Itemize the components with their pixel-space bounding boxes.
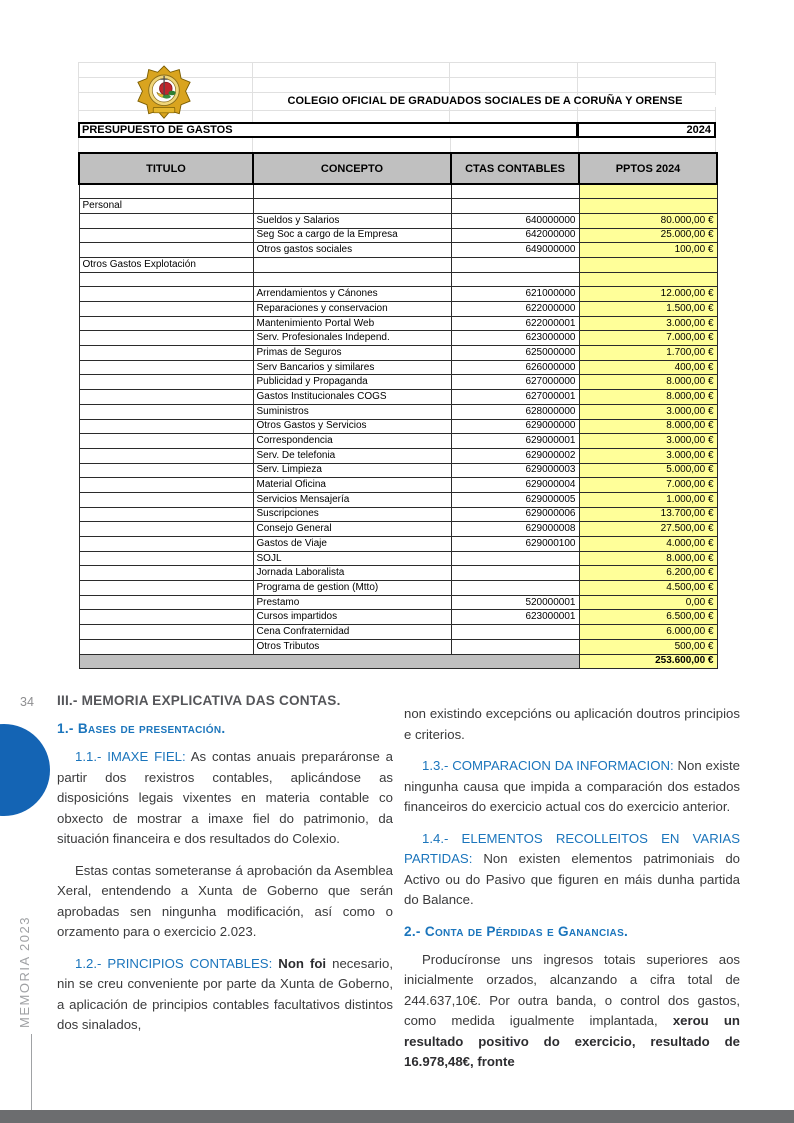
left-text-column [57,693,393,1036]
column-header-titulo: TITULO [79,153,253,184]
cell-concepto: Reparaciones y conservacion [253,302,451,317]
cell-pptos: 6.200,00 € [579,566,717,581]
cell-titulo [79,346,253,361]
paragraph [57,861,393,943]
cell-titulo [79,610,253,625]
cell-concepto: Primas de Seguros [253,346,451,361]
cell-cta: 621000000 [451,287,579,302]
cell-titulo [79,287,253,302]
cell-titulo [79,302,253,317]
cell-cta: 623000001 [451,610,579,625]
colegio-emblem-icon [137,65,191,126]
table-row [79,492,717,507]
cell-pptos: 3.000,00 € [579,316,717,331]
cell-pptos: 1.000,00 € [579,492,717,507]
cell-pptos: 8.000,00 € [579,419,717,434]
cell-titulo [79,551,253,566]
cell-concepto [253,257,451,272]
cell-pptos: 400,00 € [579,360,717,375]
table-row [79,331,717,346]
cell-cta [451,581,579,596]
memoria-heading: III.- MEMORIA EXPLICATIVA DAS CONTAS. [57,693,341,708]
text-segment: Non existen elementos patrimoniais do Activo ou do Pasivo que figuren en máis dunha partida do Balance. [404,851,740,907]
table-row [79,581,717,596]
right-text-column [404,693,740,1073]
text-segment: necesario, nin se creu conveniente por parte da Xunta de Goberno, a aplicación de principios contables facultativos distintos dos sinalados, [57,955,393,1032]
table-row [79,213,717,228]
cell-cta: 622000001 [451,316,579,331]
cell-pptos [579,184,717,199]
budget-rows [79,184,717,654]
cell-titulo [79,184,253,199]
cell-cta [451,184,579,199]
section-heading: 1.- Bases de presentación. [57,721,226,736]
table-row [79,272,717,287]
text-segment: xerou un resultado positivo do exercicio, resultado de 16.978,48€, fronte [404,1013,740,1069]
cell-concepto: Otros Tributos [253,639,451,654]
cell-concepto: Gastos Institucionales COGS [253,390,451,405]
cell-concepto: Cursos impartidos [253,610,451,625]
cell-pptos: 1.700,00 € [579,346,717,361]
cell-titulo [79,331,253,346]
paragraph [404,950,740,1073]
table-row [79,316,717,331]
cell-cta [451,551,579,566]
cell-titulo [79,639,253,654]
table-row [79,287,717,302]
table-row [79,390,717,405]
cell-cta [451,566,579,581]
cell-titulo [79,581,253,596]
table-row [79,228,717,243]
table-row [79,257,717,272]
table-row [79,434,717,449]
table-row [79,625,717,640]
doc-title: PRESUPUESTO DE GASTOS [78,122,578,138]
cell-titulo [79,566,253,581]
table-row [79,375,717,390]
cell-titulo [79,419,253,434]
cell-titulo [79,228,253,243]
cell-pptos: 80.000,00 € [579,213,717,228]
cell-concepto: Publicidad y Propaganda [253,375,451,390]
cell-cta: 627000000 [451,375,579,390]
cell-cta: 640000000 [451,213,579,228]
cell-cta: 627000001 [451,390,579,405]
cell-cta: 628000000 [451,404,579,419]
cell-cta: 649000000 [451,243,579,258]
page-number: 34 [20,695,34,709]
budget-year: 2024 [578,122,716,138]
cell-concepto: Otros Gastos y Servicios [253,419,451,434]
right-column-content [404,704,740,1073]
cell-pptos: 8.000,00 € [579,390,717,405]
cell-concepto: Suministros [253,404,451,419]
cell-titulo [79,537,253,552]
cell-pptos: 500,00 € [579,639,717,654]
cell-concepto: Cena Confraternidad [253,625,451,640]
cell-titulo [79,507,253,522]
cell-concepto: Serv. De telefonia [253,448,451,463]
cell-concepto: Gastos de Viaje [253,537,451,552]
cell-concepto: Jornada Laboralista [253,566,451,581]
cell-titulo [79,463,253,478]
cell-pptos: 12.000,00 € [579,287,717,302]
cell-concepto [253,199,451,214]
table-row [79,610,717,625]
total-row-spacer [79,654,579,669]
cell-titulo [79,390,253,405]
cell-cta: 629000006 [451,507,579,522]
cell-pptos: 13.700,00 € [579,507,717,522]
table-row [79,537,717,552]
cell-pptos [579,199,717,214]
cell-pptos: 27.500,00 € [579,522,717,537]
cell-cta: 623000000 [451,331,579,346]
text-segment: Producíronse uns ingresos totais superiores aos inicialmente orzados, alcanzando a cifra total de 244.637,10€. Por outra banda, o control dos gastos, como medida igualmente implantada, [404,951,740,1028]
cell-titulo [79,434,253,449]
cell-concepto: Suscripciones [253,507,451,522]
text-segment: Non existe ningunha causa que impida a comparación dos estados financeiros do exercicio actual cos do exercicio anterior. [404,758,740,814]
cell-concepto: Serv. Profesionales Independ. [253,331,451,346]
cell-cta [451,625,579,640]
cell-titulo [79,360,253,375]
cell-concepto: Otros gastos sociales [253,243,451,258]
text-segment: Non foi [278,955,333,971]
cell-concepto [253,272,451,287]
cell-cta: 622000000 [451,302,579,317]
cell-cta: 642000000 [451,228,579,243]
cell-cta: 520000001 [451,595,579,610]
cell-concepto: Programa de gestion (Mtto) [253,581,451,596]
cell-cta [451,199,579,214]
paragraph [404,829,740,911]
cell-titulo: Personal [79,199,253,214]
cell-concepto: Consejo General [253,522,451,537]
section-heading: 2.- Conta de Pérdidas e Ganancias. [404,923,629,939]
cell-pptos: 8.000,00 € [579,551,717,566]
table-row [79,478,717,493]
cell-titulo [79,243,253,258]
cell-concepto: Serv Bancarios y similares [253,360,451,375]
table-row [79,184,717,199]
cell-concepto: Mantenimiento Portal Web [253,316,451,331]
cell-concepto: Seg Soc a cargo de la Empresa [253,228,451,243]
cell-titulo [79,478,253,493]
cell-pptos: 8.000,00 € [579,375,717,390]
table-row [79,448,717,463]
organization-title: COLEGIO OFICIAL DE GRADUADOS SOCIALES DE A CORUÑA Y ORENSE [253,95,717,107]
cell-titulo [79,404,253,419]
left-column-content [57,721,393,1036]
cell-cta: 629000005 [451,492,579,507]
cell-titulo [79,213,253,228]
cell-pptos: 5.000,00 € [579,463,717,478]
cell-titulo [79,522,253,537]
cell-concepto [253,184,451,199]
cell-titulo [79,448,253,463]
cell-concepto: Servicios Mensajería [253,492,451,507]
footer-bar [0,1110,794,1123]
cell-cta: 629000001 [451,434,579,449]
cell-titulo [79,625,253,640]
text-segment: As contas anuais preparáronse a partir dos rexistros contables, aplicándose as disposicións legais vixentes en materia contable co obxecto de mostrar a imaxe fiel do patrimonio, da situación financeira e dos resultados do Colexio. [57,749,394,846]
table-row [79,404,717,419]
paragraph [404,756,740,818]
cell-titulo [79,272,253,287]
table-row [79,551,717,566]
column-header-ctas: CTAS CONTABLES [451,153,579,184]
table-row [79,360,717,375]
text-segment: non existindo excepcións ou aplicación doutros principios e criterios. [404,706,740,742]
cell-pptos: 25.000,00 € [579,228,717,243]
cell-pptos: 7.000,00 € [579,331,717,346]
table-row [79,507,717,522]
spreadsheet-preheader [78,62,716,122]
cell-pptos: 7.000,00 € [579,478,717,493]
table-row [79,419,717,434]
table-header-row [79,153,717,184]
table-row [79,463,717,478]
cell-titulo: Otros Gastos Explotación [79,257,253,272]
cell-cta [451,257,579,272]
cell-pptos: 6.500,00 € [579,610,717,625]
text-segment: Estas contas someteranse á aprobación da Asemblea Xeral, entendendo a Xunta de Goberno que serán aprobadas sen ningunha modificación, así como o orzamento para o exercicio 2.023. [57,862,393,939]
column-header-pptos: PPTOS 2024 [579,153,717,184]
cell-cta [451,639,579,654]
budget-table [78,152,718,669]
cell-pptos: 4.000,00 € [579,537,717,552]
cell-titulo [79,375,253,390]
cell-pptos [579,272,717,287]
table-row [79,243,717,258]
paragraph [404,704,740,745]
cell-pptos: 4.500,00 € [579,581,717,596]
text-segment: 1.4.- ELEMENTOS RECOLLEITOS EN VARIAS PARTIDAS: [404,830,740,866]
cell-pptos: 3.000,00 € [579,448,717,463]
table-row [79,302,717,317]
paragraph [57,954,393,1036]
cell-pptos [579,257,717,272]
cell-cta: 629000002 [451,448,579,463]
total-amount: 253.600,00 € [579,654,717,669]
cell-cta: 629000100 [451,537,579,552]
cell-pptos: 3.000,00 € [579,404,717,419]
text-segment: 1.3.- COMPARACION DA INFORMACION: [422,758,678,773]
cell-cta: 629000003 [451,463,579,478]
paragraph [57,747,393,850]
cell-pptos: 100,00 € [579,243,717,258]
cell-cta: 625000000 [451,346,579,361]
grid-row [78,138,716,152]
cell-concepto: Prestamo [253,595,451,610]
vertical-rule [31,1034,32,1110]
cell-titulo [79,316,253,331]
cell-concepto: Arrendamientos y Cánones [253,287,451,302]
cell-concepto: Material Oficina [253,478,451,493]
table-row [79,522,717,537]
cell-titulo [79,492,253,507]
cell-concepto: Correspondencia [253,434,451,449]
budget-spreadsheet [78,62,716,669]
table-row [79,595,717,610]
total-row [79,654,717,669]
text-segment: 1.1.- IMAXE FIEL: [75,749,191,764]
cell-cta [451,272,579,287]
table-row [79,566,717,581]
table-row [79,199,717,214]
table-row [79,346,717,361]
cell-pptos: 3.000,00 € [579,434,717,449]
cell-pptos: 6.000,00 € [579,625,717,640]
table-row [79,639,717,654]
cell-cta: 629000000 [451,419,579,434]
cell-pptos: 0,00 € [579,595,717,610]
cell-concepto: Serv. Limpieza [253,463,451,478]
column-header-concepto: CONCEPTO [253,153,451,184]
cell-cta: 626000000 [451,360,579,375]
cell-pptos: 1.500,00 € [579,302,717,317]
cell-titulo [79,595,253,610]
vertical-page-label: MEMORIA 2023 [17,916,32,1028]
cell-cta: 629000004 [451,478,579,493]
text-segment: 1.2.- PRINCIPIOS CONTABLES: [75,955,279,971]
cell-cta: 629000008 [451,522,579,537]
cell-concepto: Sueldos y Salarios [253,213,451,228]
blue-circle-decoration [0,724,50,816]
cell-concepto: SOJL [253,551,451,566]
